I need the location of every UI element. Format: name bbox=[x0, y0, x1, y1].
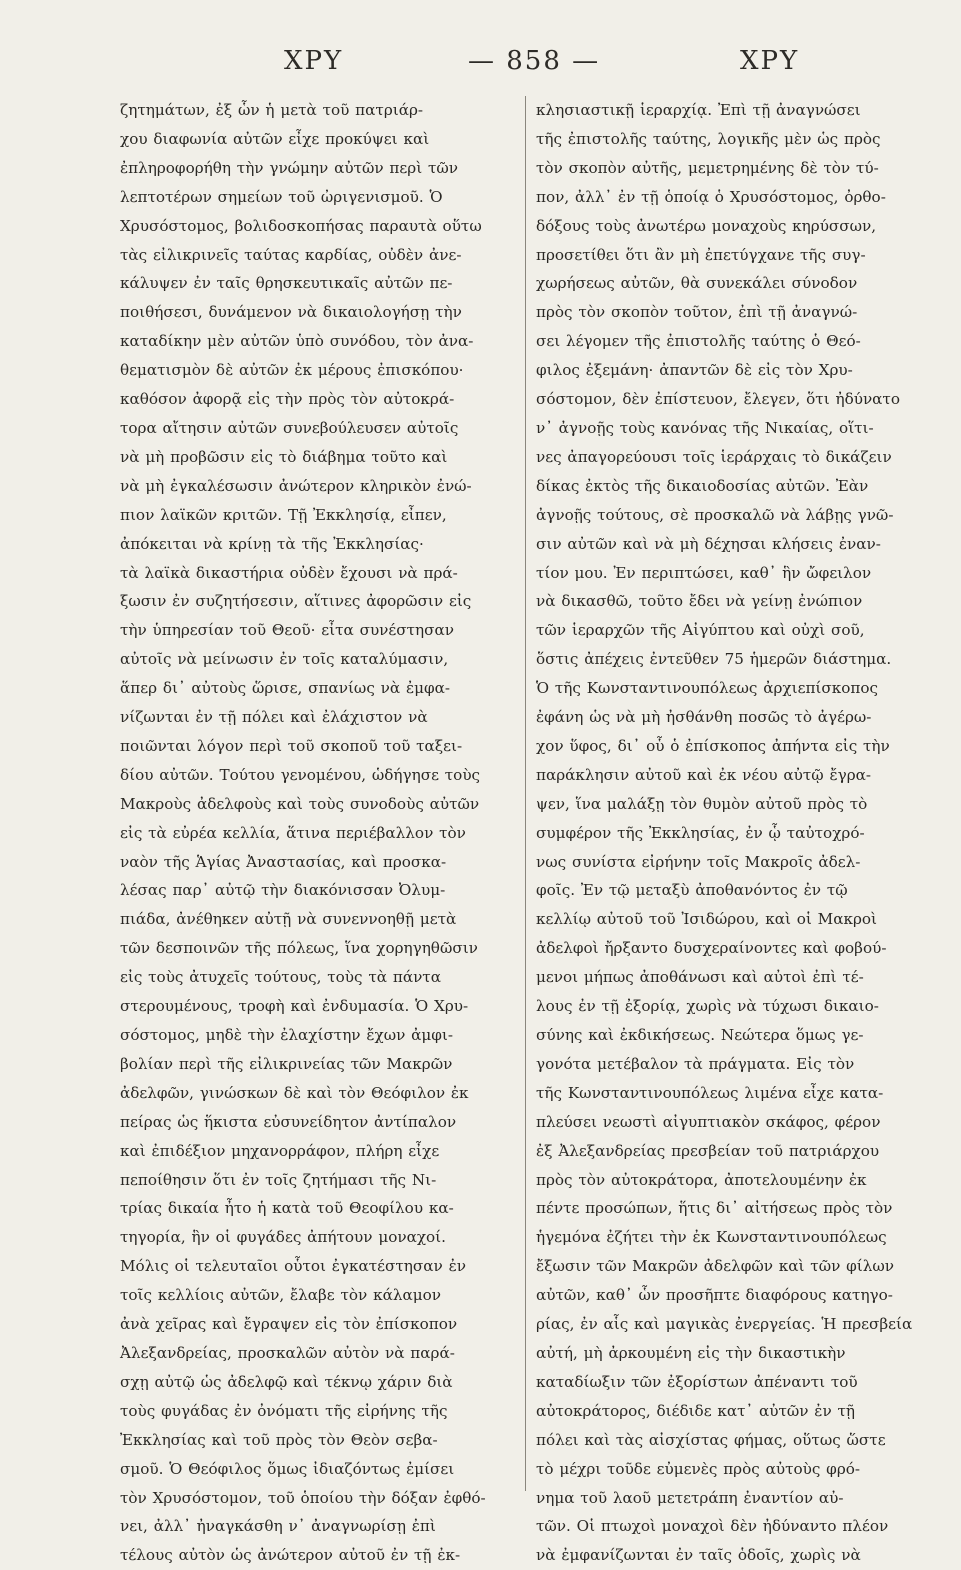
text-line: πόλει καὶ τὰς αἰσχίστας φήμας, οὕτως ὥστε bbox=[536, 1430, 886, 1449]
text-line: σιν αὐτῶν καὶ νὰ μὴ δέχησαι κλήσεις ἐναν- bbox=[536, 534, 881, 553]
text-line: καθόσον ἀφορᾷ εἰς τὴν πρὸς τὸν αὐτοκρά- bbox=[120, 390, 455, 409]
text-line: πρὸς τὸν αὐτοκράτορα, ἀποτελουμένην ἐκ bbox=[536, 1170, 867, 1189]
text-line: τρίας δικαία ἦτο ἡ κατὰ τοῦ Θεοφίλου κα- bbox=[120, 1199, 454, 1218]
text-line: πον, ἀλλ᾽ ἐν τῇ ὁποίᾳ ὁ Χρυσόστομος, ὀρθο- bbox=[536, 187, 886, 206]
text-line: ἐφάνη ὡς νὰ μὴ ἠσθάνθη ποσῶς τὸ ἀγέρω- bbox=[536, 708, 872, 727]
text-line: ὅστις ἀπέχεις ἐντεῦθεν 75 ἡμερῶν διάστημα. bbox=[536, 650, 892, 669]
left-column bbox=[120, 96, 516, 1565]
text-line: λους ἐν τῇ ἐξορίᾳ, χωρὶς νὰ τύχωσι δικαιο- bbox=[536, 997, 879, 1016]
text-line: τῶν. Οἱ πτωχοὶ μοναχοὶ δὲν ἠδύναντο πλέον bbox=[536, 1517, 889, 1536]
text-line: τέλους αὐτὸν ὡς ἀνώτερον αὐτοῦ ἐν τῇ ἐκ- bbox=[120, 1546, 461, 1565]
text-line: τὴν ὑπηρεσίαν τοῦ Θεοῦ· εἶτα συνέστησαν bbox=[120, 621, 455, 640]
text-line: ἐπληροφορήθη τὴν γνώμην αὐτῶν περὶ τῶν bbox=[120, 158, 459, 177]
running-header bbox=[0, 46, 961, 86]
text-line: ρίας, ἐν αἷς καὶ μαγικὰς ἐνεργείας. Ἡ πρεσβεία bbox=[536, 1315, 913, 1334]
text-line: ἡγεμόνα ἐζήτει τὴν ἐκ Κωνσταντινουπόλεως bbox=[536, 1228, 887, 1247]
text-line: σμοῦ. Ὁ Θεόφιλος ὅμως ἰδιαζόντως ἐμίσει bbox=[120, 1459, 455, 1478]
text-line: Ἀλεξανδρείας, προσκαλῶν αὐτὸν νὰ παρά- bbox=[120, 1343, 455, 1362]
text-line: εἰς τοὺς ἀτυχεῖς τούτους, τοὺς τὰ πάντα bbox=[120, 968, 441, 987]
text-line: δίου αὐτῶν. Τούτου γενομένου, ὡδήγησε τοὺς bbox=[120, 765, 481, 784]
text-line: ν᾽ ἀγνοῇς τοὺς κανόνας τῆς Νικαίας, οἵτι- bbox=[536, 418, 874, 437]
text-line: γονότα μετέβαλον τὰ πράγματα. Εἰς τὸν bbox=[536, 1054, 855, 1073]
header-left-keyword: ΧΡΥ bbox=[284, 46, 344, 76]
text-line: νὰ δικασθῶ, τοῦτο ἔδει νὰ γείνῃ ἐνώπιον bbox=[536, 592, 863, 611]
text-line: πέντε προσώπων, ἥτις δι᾽ αἰτήσεως πρὸς τὸν bbox=[536, 1199, 893, 1218]
text-line: αὐτῶν, καθ᾽ ὧν προσῆπτε διαφόρους κατηγο- bbox=[536, 1286, 893, 1305]
text-line: κλησιαστικῇ ἱεραρχίᾳ. Ἐπὶ τῇ ἀναγνώσει bbox=[536, 101, 861, 119]
text-line: νει, ἀλλ᾽ ἠναγκάσθη ν᾽ ἀναγνωρίσῃ ἐπὶ bbox=[120, 1517, 436, 1536]
text-line: προσετίθει ὅτι ἂν μὴ ἐπετύγχανε τῆς συγ- bbox=[536, 245, 866, 264]
text-line: ζητημάτων, ἐξ ὧν ἡ μετὰ τοῦ πατριάρ- bbox=[120, 101, 424, 119]
text-line: ξωσιν ἐν συζητήσεσιν, αἵτινες ἀφορῶσιν εἰς bbox=[120, 592, 472, 611]
text-line: πείρας ὡς ἥκιστα εὐσυνείδητον ἀντίπαλον bbox=[120, 1112, 457, 1131]
text-line: σει λέγομεν τῆς ἐπιστολῆς ταύτης ὁ Θεό- bbox=[536, 332, 861, 351]
text-line: κάλυψεν ἐν ταῖς θρησκευτικαῖς αὐτῶν πε- bbox=[120, 274, 453, 293]
text-line: πιον λαϊκῶν κριτῶν. Τῇ Ἐκκλησίᾳ, εἶπεν, bbox=[120, 505, 447, 524]
text-line: σόστομος, μηδὲ τὴν ἐλαχίστην ἔχων ἀμφι- bbox=[120, 1026, 454, 1044]
text-line: νες ἀπαγορεύουσι τοῖς ἱεράρχαις τὸ δικάζειν bbox=[536, 447, 892, 466]
text-line: Μακροὺς ἀδελφοὺς καὶ τοὺς συνοδοὺς αὐτῶν bbox=[120, 794, 480, 813]
text-line: νὰ μὴ προβῶσιν εἰς τὸ διάβημα τοῦτο καὶ bbox=[120, 447, 448, 466]
text-line: νως συνίστα εἰρήνην τοῖς Μακροῖς ἀδελ- bbox=[536, 852, 861, 871]
text-line: θεματισμὸν δὲ αὐτῶν ἐκ μέρους ἐπισκόπου· bbox=[120, 361, 464, 380]
header-right-keyword: ΧΡΥ bbox=[740, 46, 800, 76]
text-line: σύνης καὶ ἐκδικήσεως. Νεώτερα ὅμως γε- bbox=[536, 1026, 864, 1044]
text-line: Ὁ τῆς Κωνσταντινουπόλεως ἀρχιεπίσκοπος bbox=[536, 679, 879, 698]
column-divider bbox=[525, 96, 526, 1491]
text-line: λεπτοτέρων σημείων τοῦ ὠριγενισμοῦ. Ὁ bbox=[120, 187, 443, 206]
page-number: — 858 — bbox=[468, 46, 601, 76]
text-line: παράκλησιν αὐτοῦ καὶ ἐκ νέου αὐτῷ ἔγρα- bbox=[536, 765, 872, 784]
text-line: τηγορία, ἣν οἱ φυγάδες ἀπήτουν μοναχοί. bbox=[120, 1228, 446, 1247]
text-line: σχῃ αὐτῷ ὡς ἀδελφῷ καὶ τέκνῳ χάριν διὰ bbox=[120, 1372, 453, 1391]
text-line: τορα αἴτησιν αὐτῶν συνεβούλευσεν αὐτοῖς bbox=[120, 418, 459, 437]
text-line: τοὺς φυγάδας ἐν ὀνόματι τῆς εἰρήνης τῆς bbox=[120, 1401, 448, 1420]
text-line: στερουμένους, τροφὴ καὶ ἐνδυμασία. Ὁ Χρυ- bbox=[120, 997, 469, 1016]
text-line: ψεν, ἵνα μαλάξῃ τὸν θυμὸν αὐτοῦ πρὸς τὸ bbox=[536, 794, 868, 813]
text-line: πλεύσει νεωστὶ αἰγυπτιακὸν σκάφος, φέρον bbox=[536, 1112, 881, 1131]
text-line: ἔξωσιν τῶν Μακρῶν ἀδελφῶν καὶ τῶν φίλων bbox=[536, 1257, 894, 1276]
text-line: σόστομον, δὲν ἐπίστευον, ἔλεγεν, ὅτι ἠδύνατο bbox=[536, 390, 900, 409]
text-line: κελλίῳ αὐτοῦ τοῦ Ἰσιδώρου, καὶ οἱ Μακροὶ bbox=[536, 910, 877, 929]
text-line: ἀγνοῇς τούτους, σὲ προσκαλῶ νὰ λάβῃς γνῶ- bbox=[536, 505, 894, 524]
text-line: τὰ λαϊκὰ δικαστήρια οὐδὲν ἔχουσι νὰ πρά- bbox=[120, 563, 458, 582]
text-line: ἅπερ δι᾽ αὐτοὺς ὥρισε, σπανίως νὰ ἐμφα- bbox=[120, 679, 451, 698]
text-line: ἀδελφῶν, γινώσκων δὲ καὶ τὸν Θεόφιλον ἐκ bbox=[120, 1083, 469, 1102]
text-line: Χρυσόστομος, βολιδοσκοπήσας παραυτὰ οὕτω bbox=[120, 216, 482, 235]
text-line: τὸ μέχρι τοῦδε εὐμενὲς πρὸς αὐτοὺς φρό- bbox=[536, 1459, 861, 1478]
text-line: καταδίκην μὲν αὐτῶν ὑπὸ συνόδου, τὸν ἀνα- bbox=[120, 332, 474, 351]
text-line: τὰς εἰλικρινεῖς ταύτας καρδίας, οὐδὲν ἀνε- bbox=[120, 245, 462, 264]
text-line: λέσας παρ᾽ αὐτῷ τὴν διακόνισσαν Ὀλυμ- bbox=[120, 881, 446, 900]
text-line: τὸν σκοπὸν αὐτῆς, μεμετρημένης δὲ τὸν τύ- bbox=[536, 158, 879, 177]
text-line: καταδίωξιν τῶν ἐξορίστων ἀπέναντι τοῦ bbox=[536, 1372, 858, 1391]
text-line: ἀπόκειται νὰ κρίνῃ τὰ τῆς Ἐκκλησίας· bbox=[120, 534, 424, 553]
text-line: μενοι μήπως ἀποθάνωσι καὶ αὐτοὶ ἐπὶ τέ- bbox=[536, 968, 864, 987]
text-line: τῶν ἱεραρχῶν τῆς Αἰγύπτου καὶ οὐχὶ σοῦ, bbox=[536, 621, 865, 640]
text-line: τῶν δεσποινῶν τῆς πόλεως, ἵνα χορηγηθῶσιν bbox=[120, 939, 478, 958]
text-line: τίον μου. Ἐν περιπτώσει, καθ᾽ ἣν ὤφειλον bbox=[536, 563, 872, 582]
text-line: χον ὕφος, δι᾽ οὗ ὁ ἐπίσκοπος ἀπήντα εἰς τὴν bbox=[536, 736, 890, 755]
text-line: πεποίθησιν ὅτι ἐν τοῖς ζητήμασι τῆς Νι- bbox=[120, 1170, 437, 1189]
right-column bbox=[536, 96, 932, 1565]
text-line: αὐτοκράτορος, διέδιδε κατ᾽ αὐτῶν ἐν τῇ bbox=[536, 1401, 856, 1420]
text-line: νὰ μὴ ἐγκαλέσωσιν ἀνώτερον κληρικὸν ἐνώ- bbox=[120, 476, 472, 495]
text-line: νημα τοῦ λαοῦ μετετράπη ἐναντίον αὐ- bbox=[536, 1488, 844, 1507]
text-line: εἰς τὰ εὐρέα κελλία, ἅτινα περιέβαλλον τὸν bbox=[120, 823, 466, 842]
text-line: ἀδελφοὶ ἤρξαντο δυσχεραίνοντες καὶ φοβού- bbox=[536, 939, 887, 958]
text-line: ναὸν τῆς Ἁγίας Ἀναστασίας, καὶ προσκα- bbox=[120, 852, 447, 871]
text-line: φιλος ἐξεμάνη· ἀπαντῶν δὲ εἰς τὸν Χρυ- bbox=[536, 361, 853, 380]
text-line: τοῖς κελλίοις αὐτῶν, ἔλαβε τὸν κάλαμον bbox=[120, 1286, 441, 1305]
text-line: Ἐκκλησίας καὶ τοῦ πρὸς τὸν Θεὸν σεβα- bbox=[120, 1430, 438, 1449]
text-line: δίκας ἐκτὸς τῆς δικαιοδοσίας αὐτῶν. Ἐὰν bbox=[536, 476, 869, 495]
text-line: πρὸς τὸν σκοπὸν τοῦτον, ἐπὶ τῇ ἀναγνώ- bbox=[536, 303, 858, 322]
text-line: δόξους τοὺς ἀνωτέρω μοναχοὺς κηρύσσων, bbox=[536, 216, 877, 235]
text-line: βολίαν περὶ τῆς εἰλικρινείας τῶν Μακρῶν bbox=[120, 1054, 453, 1073]
text-line: τῆς ἐπιστολῆς ταύτης, λογικῆς μὲν ὡς πρὸς bbox=[536, 129, 881, 148]
text-line: αὐτοῖς νὰ μείνωσιν ἐν τοῖς καταλύμασιν, bbox=[120, 650, 449, 669]
text-line: νίζωνται ἐν τῇ πόλει καὶ ἐλάχιστον νὰ bbox=[120, 708, 428, 727]
text-columns bbox=[120, 96, 940, 1565]
text-line: ἀνὰ χεῖρας καὶ ἔγραψεν εἰς τὸν ἐπίσκοπον bbox=[120, 1315, 458, 1334]
text-line: ἐξ Ἀλεξανδρείας πρεσβείαν τοῦ πατριάρχου bbox=[536, 1141, 880, 1160]
text-line: ποιθήσεσι, δυνάμενον νὰ δικαιολογήσῃ τὴν bbox=[120, 303, 462, 322]
text-line: τὸν Χρυσόστομον, τοῦ ὁποίου τὴν δόξαν ἐφθό- bbox=[120, 1488, 486, 1507]
text-line: χωρήσεως αὐτῶν, θὰ συνεκάλει σύνοδον bbox=[536, 274, 858, 293]
text-line: φοῖς. Ἐν τῷ μεταξὺ ἀποθανόντος ἐν τῷ bbox=[536, 881, 848, 900]
text-line: χου διαφωνία αὐτῶν εἶχε προκύψει καὶ bbox=[120, 129, 430, 148]
text-line: Μόλις οἱ τελευταῖοι οὗτοι ἐγκατέστησαν ἐν bbox=[120, 1257, 466, 1276]
text-line: συμφέρον τῆς Ἐκκλησίας, ἐν ᾧ ταὐτοχρό- bbox=[536, 823, 865, 842]
text-line: τῆς Κωνσταντινουπόλεως λιμένα εἶχε κατα- bbox=[536, 1083, 884, 1102]
text-line: καὶ ἐπιδέξιον μηχανορράφον, πλήρη εἶχε bbox=[120, 1141, 440, 1160]
text-line: νὰ ἐμφανίζωνται ἐν ταῖς ὁδοῖς, χωρὶς νὰ bbox=[536, 1546, 861, 1565]
text-line: ποιῶνται λόγον περὶ τοῦ σκοποῦ τοῦ ταξει- bbox=[120, 736, 463, 755]
text-line: αὐτή, μὴ ἀρκουμένη εἰς τὴν δικαστικὴν bbox=[536, 1343, 846, 1362]
text-line: πιάδα, ἀνέθηκεν αὐτῇ νὰ συνεννοηθῇ μετὰ bbox=[120, 910, 457, 929]
